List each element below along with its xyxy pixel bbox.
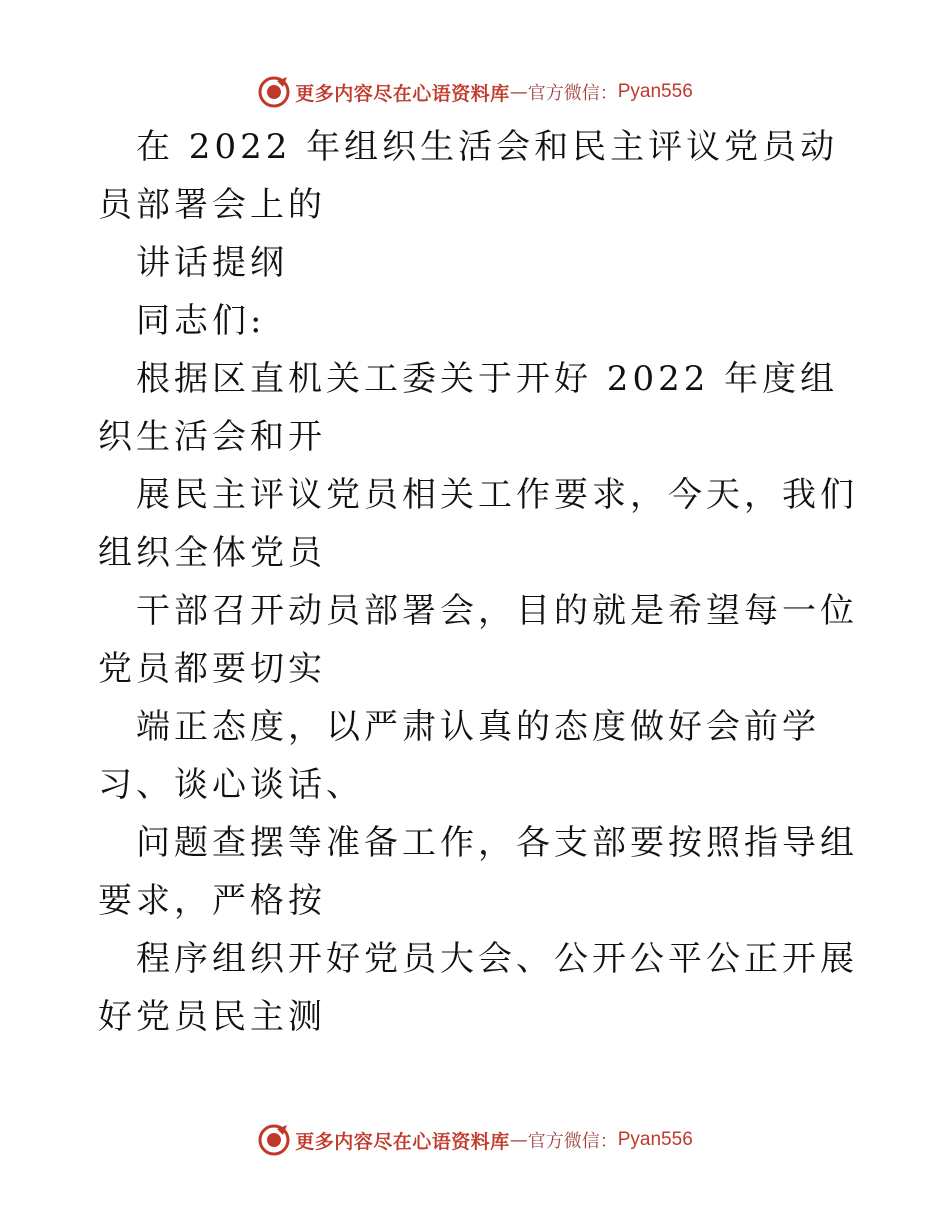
brand-logo-icon bbox=[257, 1123, 291, 1157]
watermark-contact-id: Pyan556 bbox=[617, 81, 693, 102]
body-line: 干部召开动员部署会，目的就是希望每一位党员都要切实 bbox=[98, 591, 858, 689]
salutation: 同志们: bbox=[136, 301, 266, 341]
footer-watermark bbox=[0, 1120, 950, 1160]
document-subtitle: 讲话提纲 bbox=[136, 243, 288, 283]
body-line: 程序组织开好党员大会、公开公平公正开展好党员民主测 bbox=[98, 939, 858, 1037]
watermark-brand: 更多内容尽在心语资料库 bbox=[295, 1130, 510, 1153]
watermark-contact-label: 官方微信： bbox=[527, 83, 618, 104]
watermark-contact-id: Pyan556 bbox=[617, 1129, 693, 1150]
brand-logo-icon bbox=[257, 75, 291, 109]
body-line: 根据区直机关工委关于开好 2022 年度组织生活会和开 bbox=[98, 359, 839, 457]
header-watermark bbox=[0, 72, 950, 112]
watermark-contact-label: 官方微信： bbox=[527, 1131, 618, 1152]
document-body bbox=[98, 118, 858, 1046]
body-line: 展民主评议党员相关工作要求，今天，我们组织全体党员 bbox=[98, 475, 858, 573]
watermark-brand: 更多内容尽在心语资料库 bbox=[295, 82, 510, 105]
body-line: 端正态度，以严肃认真的态度做好会前学习、谈心谈话、 bbox=[98, 707, 820, 805]
body-line: 问题查摆等准备工作，各支部要按照指导组要求，严格按 bbox=[98, 823, 858, 921]
document-title: 在 2022 年组织生活会和民主评议党员动员部署会上的 bbox=[98, 127, 839, 225]
watermark-separator: — bbox=[509, 1129, 528, 1151]
watermark-separator: — bbox=[509, 81, 528, 103]
